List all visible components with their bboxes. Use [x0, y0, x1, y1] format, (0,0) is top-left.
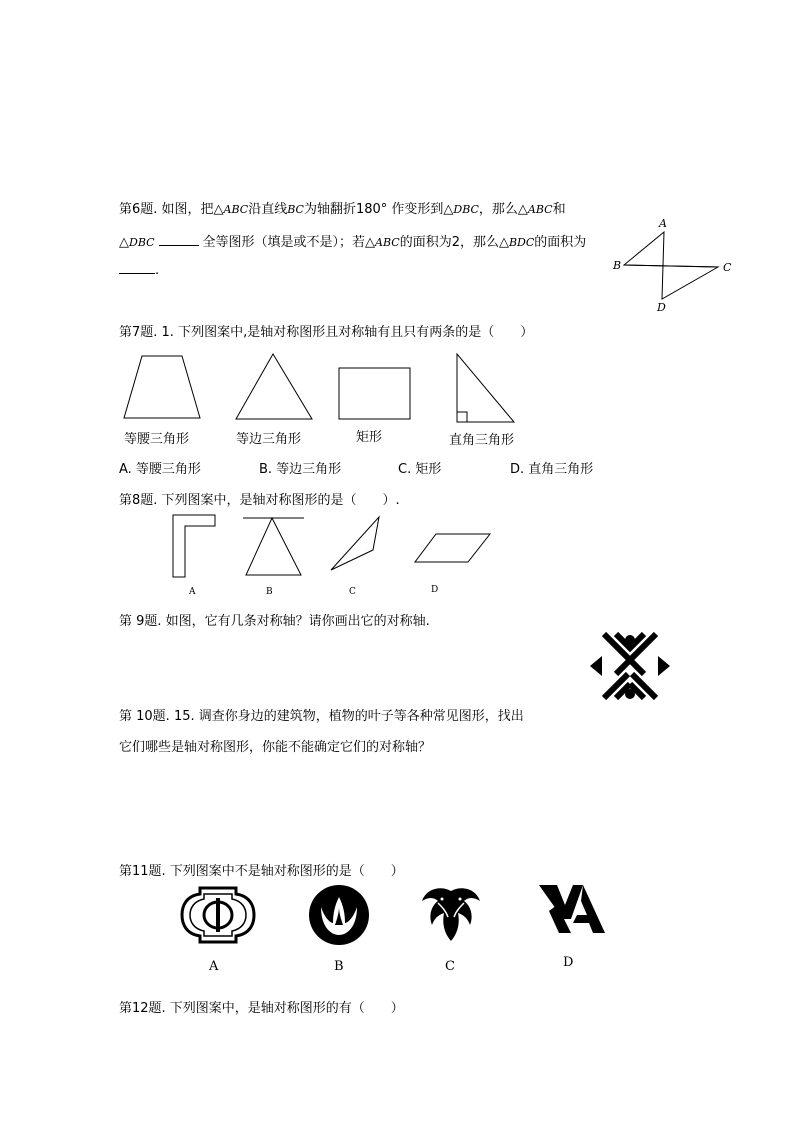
q11-logo-a-icon [180, 884, 256, 946]
q8-title: 第8题. 下列图案中，是轴对称图形的是（ ）. [119, 493, 400, 508]
vertex-label-c: C [723, 261, 732, 274]
q7-option-a[interactable]: A. 等腰三角形 [119, 462, 201, 477]
q7-option-d[interactable]: D. 直角三角形 [510, 462, 594, 477]
q11-logo-c-dolphins-icon [418, 881, 484, 947]
answer-blank-2[interactable] [119, 262, 155, 274]
q8-label-b: B [266, 587, 273, 597]
q10-line2: 它们哪些是轴对称图形，你能不能确定它们的对称轴？ [119, 740, 432, 755]
q8-obtuse-triangle-icon [327, 514, 383, 574]
q12-title: 第12题. 下列图案中，是轴对称图形的有（ ） [119, 1001, 404, 1016]
q7-option-c[interactable]: C. 矩形 [398, 462, 442, 477]
q7-equilateral-triangle-icon [232, 352, 317, 422]
q7-option-b[interactable]: B. 等边三角形 [259, 462, 342, 477]
q10-line1: 第 10题. 15. 调查你身边的建筑物，植物的叶子等各种常见图形，找出 [119, 709, 524, 724]
q11-title: 第11题. 下列图案中不是轴对称图形的是（ ） [119, 864, 404, 879]
q7-shape-label-1: 等腰三角形 [124, 432, 190, 447]
q6-line2: △DBC 全等图形（填是或不是）；若△ABC的面积为2，那么△BDC的面积为 [119, 235, 587, 250]
q8-parallelogram-icon [412, 532, 494, 566]
q7-title: 第7题. 1. 下列图案中,是轴对称图形且对称轴有且只有两条的是（ ） [119, 325, 534, 340]
q7-shape-label-3: 矩形 [356, 430, 383, 445]
q11-label-b: B [334, 959, 344, 974]
q11-label-a: A [209, 959, 219, 974]
q9-title: 第 9题. 如图，它有几条对称轴？请你画出它的对称轴. [119, 614, 430, 629]
q7-shape-label-4: 直角三角形 [449, 433, 515, 448]
q8-label-c: C [349, 587, 356, 597]
q11-label-c: C [445, 959, 455, 974]
q8-l-shape-icon [170, 513, 220, 581]
q6-line1: 第6题. 如图，把△ABC沿直线BC为轴翻折180° 作变形到△DBC，那么△ABC和 [119, 202, 566, 217]
q7-trapezoid-icon [120, 352, 205, 422]
q8-label-d: D [431, 585, 439, 595]
q8-triangle-with-bar-icon [240, 513, 308, 579]
vertex-label-b: B [613, 259, 622, 272]
q9-symmetric-pattern-icon [588, 630, 672, 702]
q6-line3: . [119, 262, 159, 278]
q7-rectangle-icon [336, 366, 414, 422]
q11-logo-d-icon [535, 881, 609, 937]
q7-shape-label-2: 等边三角形 [236, 432, 302, 447]
vertex-label-d: D [657, 301, 666, 314]
vertex-label-a: A [659, 217, 667, 230]
q8-label-a: A [189, 587, 196, 597]
diagonal-bc [624, 265, 718, 267]
answer-blank-1[interactable] [159, 234, 199, 246]
q11-logo-b-icon [307, 883, 371, 947]
q7-right-triangle-icon [450, 352, 520, 426]
q11-label-d: D [563, 955, 574, 970]
q6-rhombus-figure [610, 212, 740, 317]
